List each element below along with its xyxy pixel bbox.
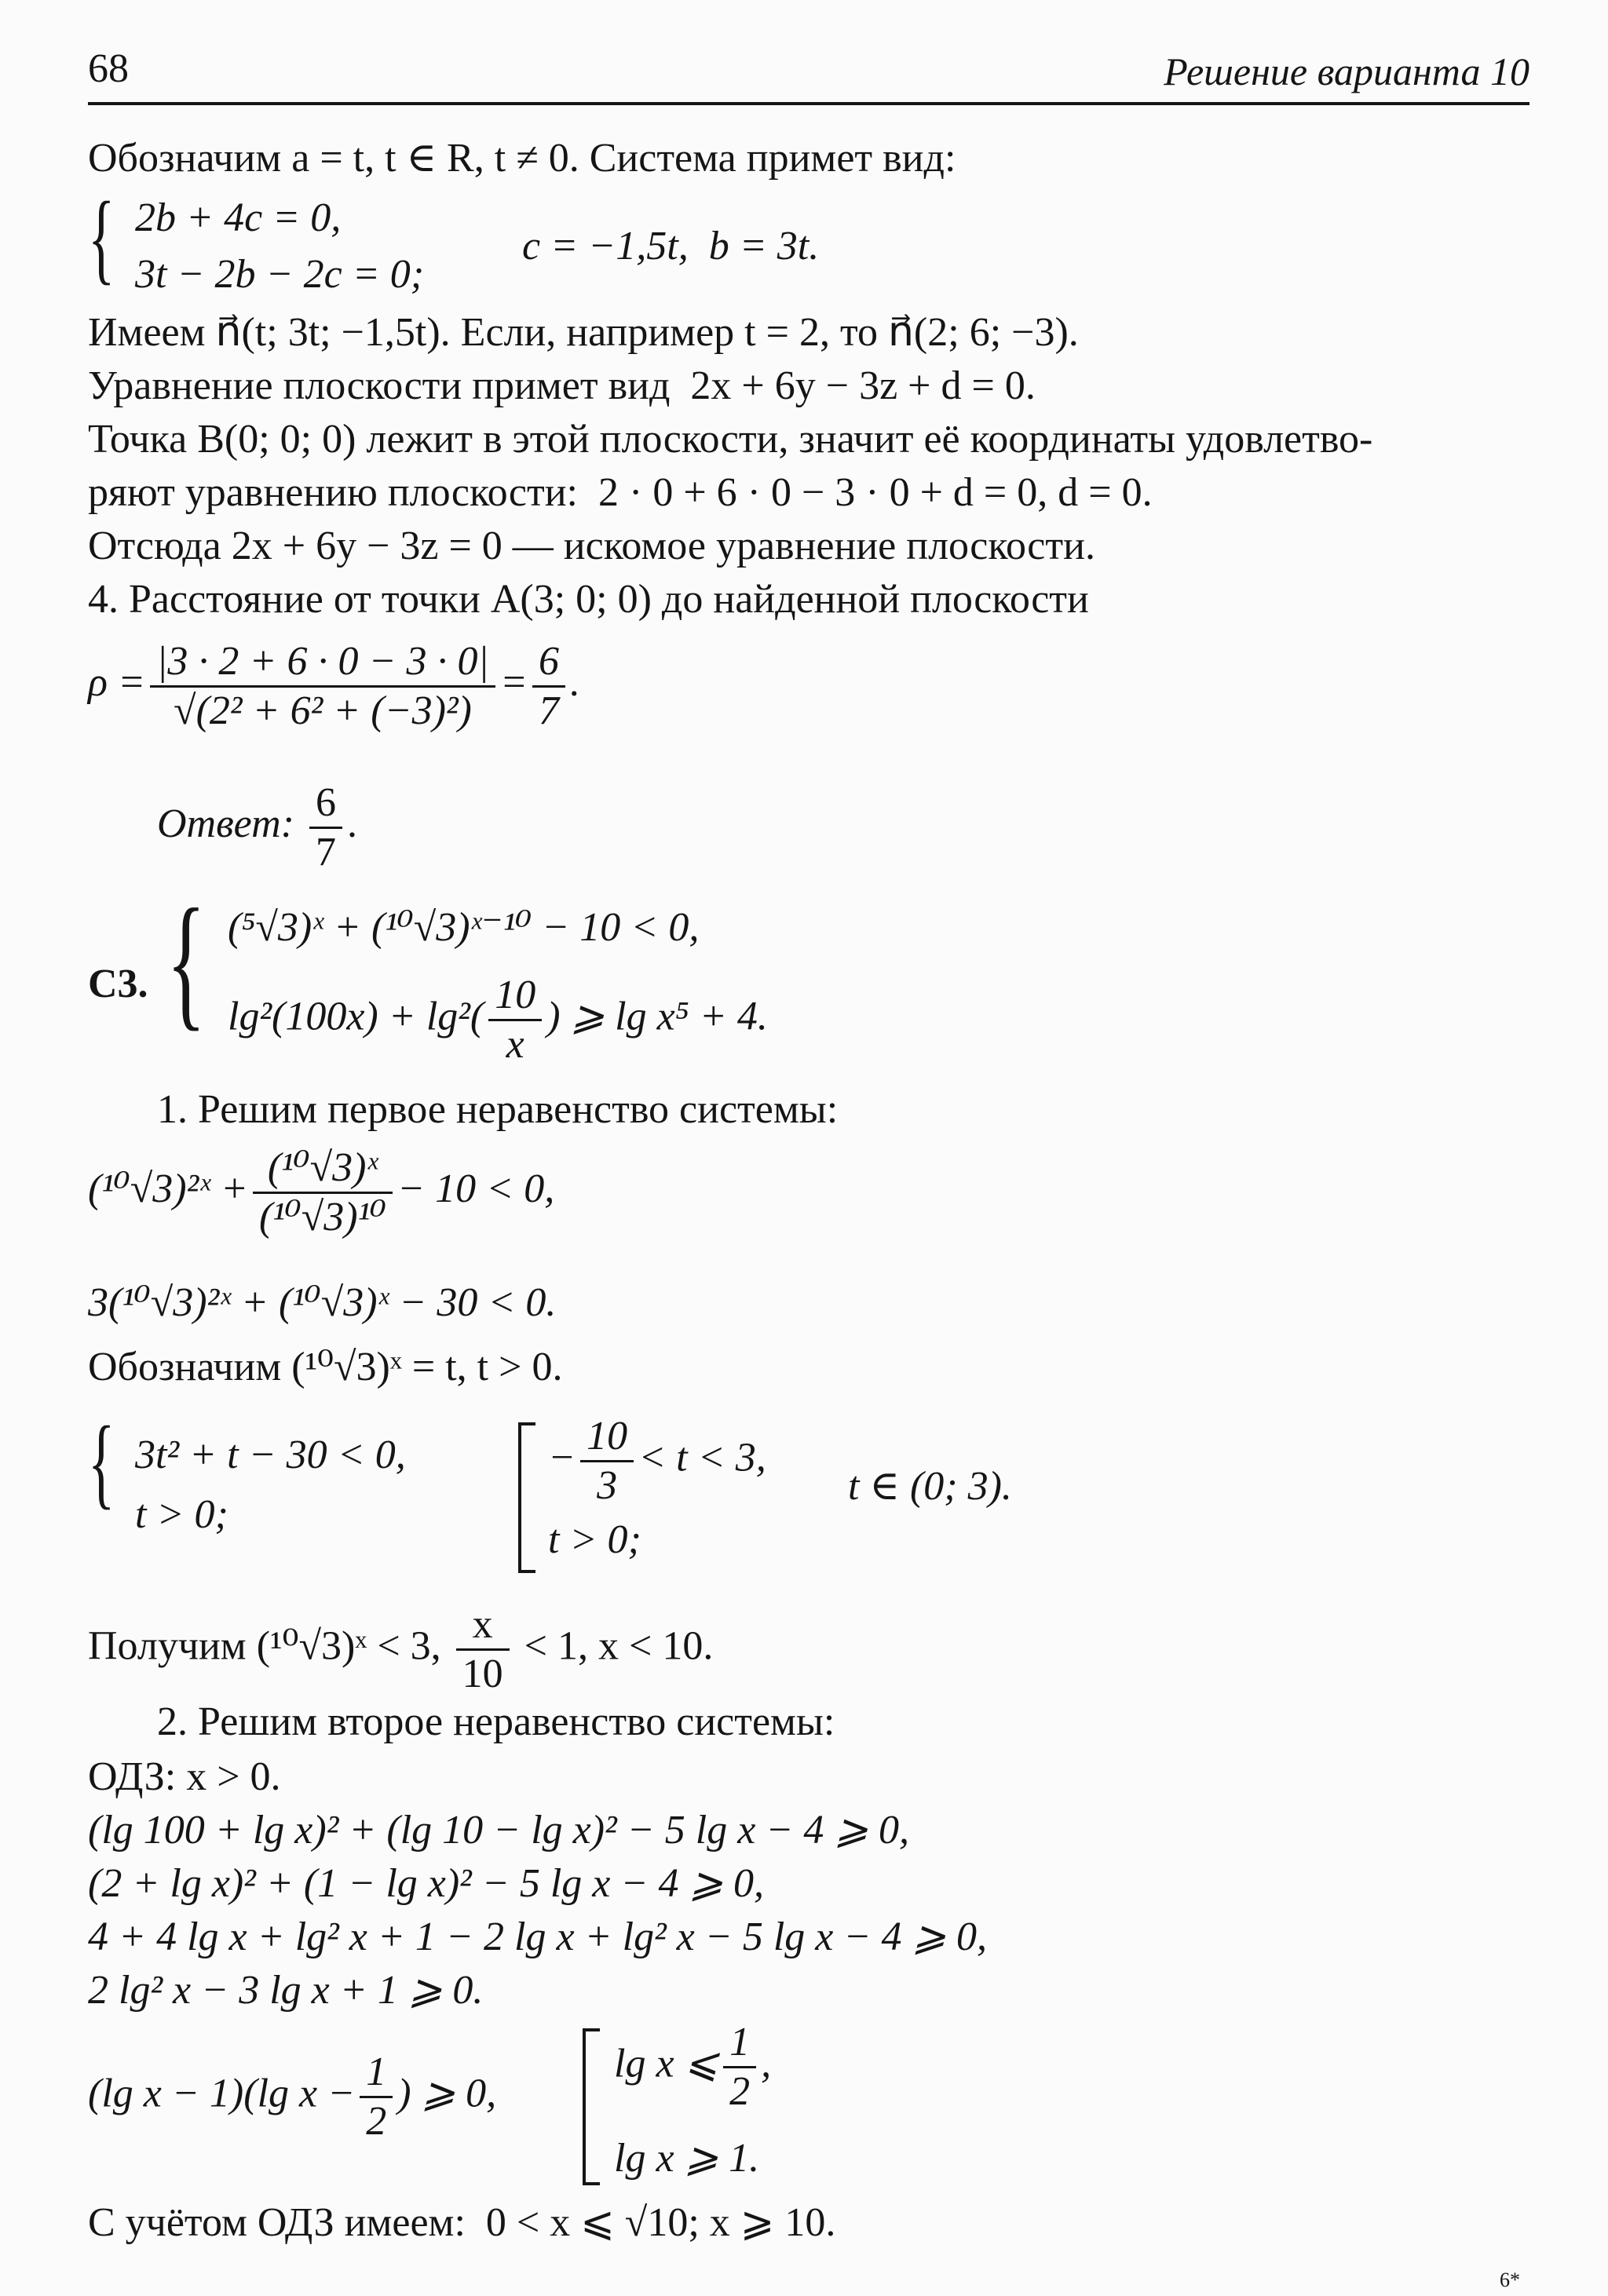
system-brace: {	[166, 879, 206, 1044]
system-inequality: t > 0;	[135, 1492, 228, 1537]
inequality-part: < 1, x < 10.	[524, 1623, 714, 1669]
inequality-part: (lg x − 1)(lg x −	[88, 2071, 356, 2116]
inequality-line: 2 lg² x − 3 lg x + 1 ⩾ 0.	[88, 1968, 484, 2013]
text-line: Точка B(0; 0; 0) лежит в этой плоскости, значит её координаты удовлетво-	[88, 417, 1373, 462]
text-line: Отсюда 2x + 6y − 3z = 0 — искомое уравнение плоскости.	[88, 524, 1095, 568]
set-inequality: lg x ⩾ 1.	[614, 2136, 760, 2181]
inequality-part: ⩾ lg x⁵ + 4.	[570, 994, 768, 1039]
set-inequality: t > 0;	[548, 1517, 641, 1562]
inequality-part: ) ⩾ 0,	[397, 2071, 497, 2116]
fraction-numerator: 1	[723, 2020, 756, 2068]
result-line	[88, 1603, 713, 1696]
fraction-numerator: (¹⁰√3)ˣ	[253, 1146, 393, 1194]
fraction-numerator: 1	[360, 2050, 393, 2098]
inequality-line	[88, 2050, 496, 2144]
fraction-numerator: 10	[488, 973, 542, 1021]
text-line: ОДЗ: x > 0.	[88, 1754, 281, 1799]
fraction	[360, 2050, 393, 2144]
fraction-numerator: x	[456, 1603, 510, 1651]
inequality-line: (lg 100 + lg x)² + (lg 10 − lg x)² − 5 lg x − 4 ⩾ 0,	[88, 1808, 909, 1852]
text-line: ряют уравнению плоскости: 2 · 0 + 6 · 0 − 3 · 0 + d = 0, d = 0.	[88, 470, 1153, 515]
page-number: 68	[88, 46, 129, 91]
fraction	[488, 973, 542, 1067]
system-equation: 3t − 2b − 2c = 0;	[135, 252, 425, 297]
section-heading: 2. Решим второе неравенство системы:	[157, 1699, 835, 1744]
fraction-numerator: 6	[309, 781, 342, 829]
equals-sign: =	[499, 660, 528, 705]
system-equation: 2b + 4c = 0,	[135, 195, 342, 240]
section-heading: 1. Решим первое неравенство системы:	[157, 1087, 839, 1132]
fraction-numerator: 10	[580, 1414, 634, 1462]
inequality-part: ,	[761, 2041, 772, 2086]
inequality-line	[88, 1138, 554, 1240]
text-line: 4. Расстояние от точки A(3; 0; 0) до найденной плоскости	[88, 577, 1089, 622]
fraction	[150, 640, 495, 733]
inequality-part: (¹⁰√3)²ˣ +	[88, 1166, 248, 1211]
fraction-numerator: |3 · 2 + 6 · 0 − 3 · 0|	[150, 640, 495, 688]
system-brace: {	[88, 181, 115, 294]
inequality-part: lg x ⩽	[614, 2041, 719, 2086]
set-inequality	[614, 2020, 771, 2114]
fraction	[723, 2020, 756, 2114]
fraction-numerator: 6	[532, 640, 565, 688]
fraction-denominator: 7	[538, 688, 559, 733]
header-rule	[88, 102, 1529, 105]
fraction-denominator: 10	[462, 1652, 503, 1696]
fraction-denominator: 3	[597, 1463, 618, 1508]
signature-mark: 6*	[1500, 2269, 1520, 2291]
fraction	[532, 640, 565, 733]
inequality-part: Получим (¹⁰√3)ˣ < 3,	[88, 1623, 441, 1669]
distance-formula: ρ = $\frac{|3 \cdot 2 + 6 \cdot 0 - 3 \cdot 0|}{\text{√(2² + 6² + (−3)²)}}$ = $\frac{6}{7}$ .	[88, 638, 580, 733]
fraction	[253, 1146, 393, 1239]
fraction-denominator: √(2² + 6² + (−3)²)	[174, 688, 472, 733]
answer-label: Ответ:	[157, 801, 294, 846]
fraction-denominator: 2	[729, 2069, 751, 2114]
inequality-part: lg²(100x) + lg²	[228, 994, 470, 1039]
set-inequality	[548, 1414, 766, 1508]
fraction-denominator: (¹⁰√3)¹⁰	[258, 1194, 387, 1239]
system-inequality: (⁵√3)ˣ + (¹⁰√3)ˣ⁻¹⁰ − 10 < 0,	[228, 905, 700, 950]
set-bracket	[518, 1422, 535, 1573]
inequality-part: −	[548, 1435, 576, 1480]
system-inequality: 3t² + t − 30 < 0,	[135, 1433, 406, 1477]
system-result: t ∈ (0; 3).	[848, 1464, 1012, 1509]
formula-lhs: ρ =	[88, 660, 146, 705]
fraction-denominator: 7	[315, 829, 336, 874]
running-title: Решение варианта 10	[1164, 49, 1529, 93]
problem-label: С3.	[88, 962, 148, 1006]
text-line: Имеем n⃗(t; 3t; −1,5t). Если, например t = 2, то n⃗(2; 6; −3).	[88, 310, 1079, 355]
set-bracket	[583, 2028, 600, 2185]
inequality-part: − 10 < 0,	[397, 1166, 555, 1211]
inequality-line: 4 + 4 lg x + lg² x + 1 − 2 lg x + lg² x − 5 lg x − 4 ⩾ 0,	[88, 1915, 988, 1959]
text-line: Обозначим (¹⁰√3)ˣ = t, t > 0.	[88, 1345, 563, 1389]
inequality-line: (2 + lg x)² + (1 − lg x)² − 5 lg x − 4 ⩾ 0,	[88, 1861, 765, 1906]
inequality-part: < t < 3,	[638, 1435, 766, 1480]
fraction-denominator: 2	[366, 2099, 387, 2144]
system-inequality: lg²(100x) + lg²( $\frac{10}{x}$ ) ⩾ lg x⁵ + 4.	[228, 973, 768, 1067]
fraction	[580, 1414, 634, 1508]
text-line: Уравнение плоскости примет вид 2x + 6y − 3z + d = 0.	[88, 363, 1036, 408]
fraction-denominator: x	[506, 1022, 524, 1067]
text-line: Обозначим a = t, t ∈ R, t ≠ 0. Система примет вид:	[88, 136, 956, 181]
system-result: c = −1,5t, b = 3t.	[522, 224, 820, 268]
conclusion-line: С учётом ОДЗ имеем: 0 < x ⩽ √10; x ⩾ 10.	[88, 2200, 836, 2245]
system-brace: {	[88, 1406, 115, 1519]
fraction	[309, 781, 342, 874]
answer-line: Ответ: $\frac{6}{7}$ .	[157, 779, 357, 874]
fraction	[456, 1603, 510, 1696]
page-header	[88, 46, 1529, 108]
inequality-line: 3(¹⁰√3)²ˣ + (¹⁰√3)ˣ − 30 < 0.	[88, 1280, 557, 1325]
